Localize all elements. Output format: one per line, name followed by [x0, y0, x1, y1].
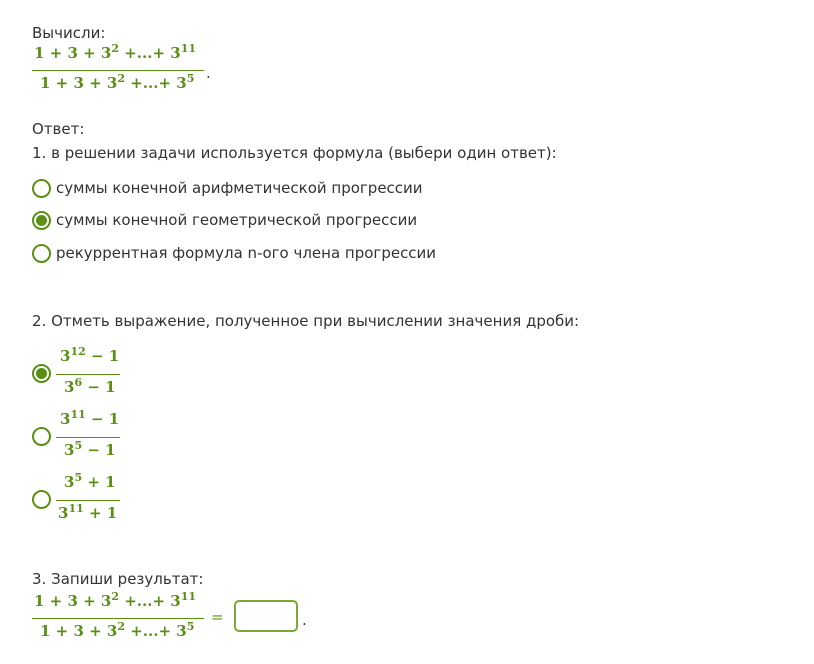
fraction-bar: [32, 70, 204, 71]
q3-equals-sign: =: [211, 608, 224, 626]
fraction-denominator: $1 + 3 + 3^2$ +...+ $3^5$: [40, 72, 195, 92]
q1-title: 1. в решении задачи используется формула (выбери один ответ):: [32, 144, 557, 162]
q3-title: 3. Запиши результат:: [32, 570, 204, 588]
q2-radio-option-3[interactable]: [32, 490, 51, 509]
q1-radio-arithmetic[interactable]: [32, 179, 51, 198]
q2-radio-option-2[interactable]: [32, 427, 51, 446]
radio-selected-dot: [36, 368, 47, 379]
q1-radio-geometric[interactable]: [32, 211, 51, 230]
q1-radio-recurrent[interactable]: [32, 244, 51, 263]
q2-radio-option-1[interactable]: [32, 364, 51, 383]
q1-option-geometric-label[interactable]: суммы конечной геометрической прогрессии: [56, 211, 418, 229]
q3-answer-input[interactable]: [234, 600, 298, 632]
fraction-numerator: $1 + 3 + 3^2$ +...+ $3^{11}$: [34, 42, 196, 62]
q2-title: 2. Отметь выражение, полученное при вычислении значения дроби:: [32, 312, 580, 330]
q1-option-arithmetic-label[interactable]: суммы конечной арифметической прогрессии: [56, 179, 423, 197]
q3-period: .: [302, 611, 307, 629]
intro-period: .: [206, 64, 211, 82]
radio-selected-dot: [36, 215, 47, 226]
q1-option-recurrent-label[interactable]: рекуррентная формула n-ого члена прогрессии: [56, 244, 437, 262]
answer-label: Ответ:: [32, 120, 85, 138]
intro-label: Вычисли:: [32, 24, 106, 42]
